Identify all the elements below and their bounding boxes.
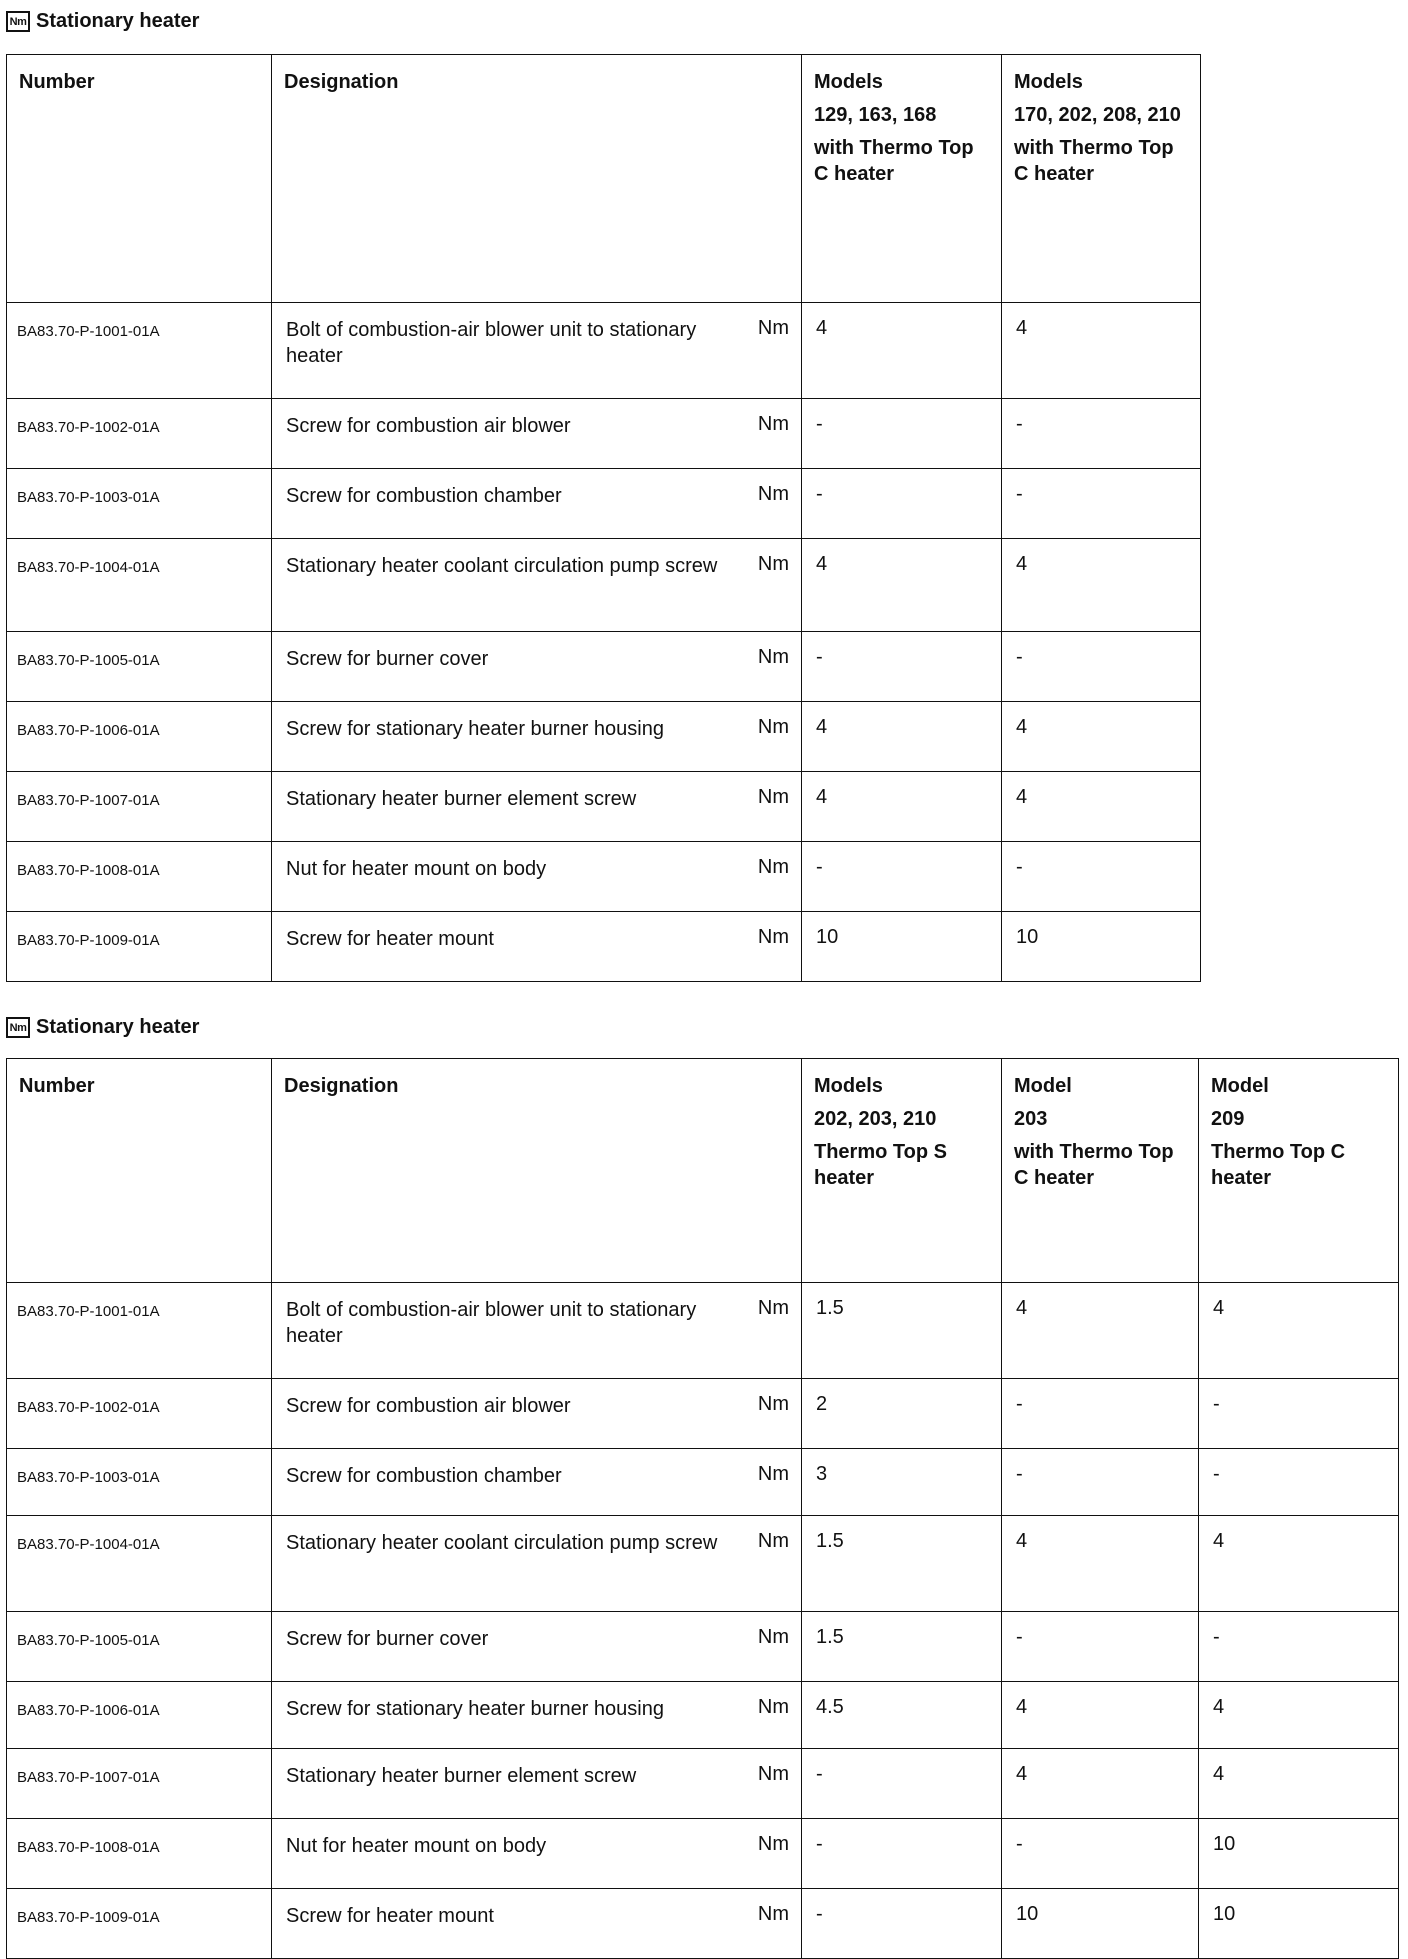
- row-torque-value: 1.5: [802, 1612, 1002, 1682]
- row-designation-cell: [272, 842, 802, 912]
- row-unit: Nm: [757, 1297, 789, 1319]
- row-torque-value: -: [802, 469, 1002, 539]
- model-variant: with Thermo Top C heater: [1014, 137, 1174, 185]
- row-torque-value: 3: [802, 1449, 1002, 1516]
- section-title-text: Stationary heater: [36, 1016, 200, 1038]
- row-designation-cell: [272, 772, 802, 842]
- model-heading: Model: [1211, 1075, 1269, 1097]
- table-body: [7, 303, 1201, 982]
- model-variant: with Thermo Top C heater: [814, 137, 974, 185]
- torque-nm-icon: Nm: [6, 1017, 30, 1038]
- row-torque-value: 4: [1002, 702, 1201, 772]
- row-number: BA83.70-P-1002-01A: [7, 1379, 272, 1449]
- row-unit: Nm: [757, 1626, 789, 1648]
- row-unit: Nm: [757, 1696, 789, 1718]
- row-unit: Nm: [757, 1393, 789, 1415]
- row-number: BA83.70-P-1003-01A: [7, 469, 272, 539]
- table-body: [7, 1283, 1399, 1959]
- model-heading: Models: [814, 1075, 883, 1097]
- row-number: BA83.70-P-1001-01A: [7, 303, 272, 399]
- row-designation: Stationary heater burner element screw: [286, 788, 637, 810]
- row-torque-value: 4: [802, 539, 1002, 632]
- row-torque-value: 4: [1199, 1682, 1399, 1749]
- row-designation: Screw for burner cover: [286, 1628, 489, 1650]
- table-row: [7, 912, 1201, 982]
- model-variant: Thermo Top S heater: [814, 1141, 947, 1189]
- row-unit: Nm: [757, 926, 789, 948]
- row-torque-value: -: [1002, 1819, 1199, 1889]
- row-designation-cell: [272, 702, 802, 772]
- row-torque-value: -: [1199, 1379, 1399, 1449]
- row-designation: Screw for combustion chamber: [286, 1465, 562, 1487]
- row-torque-value: -: [1002, 469, 1201, 539]
- row-unit: Nm: [757, 1903, 789, 1925]
- row-unit: Nm: [757, 1833, 789, 1855]
- row-torque-value: 4: [1002, 1682, 1199, 1749]
- row-unit: Nm: [757, 317, 789, 339]
- header-number: Number: [7, 1059, 272, 1283]
- row-designation-cell: [272, 1379, 802, 1449]
- row-designation-cell: [272, 1449, 802, 1516]
- table-row: [7, 1889, 1399, 1959]
- row-torque-value: 4: [802, 303, 1002, 399]
- table-row: [7, 303, 1201, 399]
- row-torque-value: 4: [802, 772, 1002, 842]
- row-torque-value: -: [1199, 1612, 1399, 1682]
- table-row: [7, 1819, 1399, 1889]
- model-heading: Models: [814, 71, 883, 93]
- row-torque-value: 4: [1199, 1516, 1399, 1612]
- row-number: BA83.70-P-1006-01A: [7, 1682, 272, 1749]
- row-torque-value: 4: [1199, 1749, 1399, 1819]
- model-variant: Thermo Top C heater: [1211, 1141, 1346, 1189]
- model-heading: Models: [1014, 71, 1083, 93]
- row-torque-value: 1.5: [802, 1283, 1002, 1379]
- table-row: [7, 1449, 1399, 1516]
- row-unit: Nm: [757, 716, 789, 738]
- row-designation-cell: [272, 1819, 802, 1889]
- row-torque-value: 4: [1002, 772, 1201, 842]
- row-number: BA83.70-P-1008-01A: [7, 1819, 272, 1889]
- row-torque-value: 10: [1199, 1889, 1399, 1959]
- row-designation-cell: [272, 303, 802, 399]
- row-designation: Screw for heater mount: [286, 928, 494, 950]
- row-torque-value: -: [1002, 842, 1201, 912]
- row-unit: Nm: [757, 786, 789, 808]
- row-torque-value: 10: [802, 912, 1002, 982]
- header-model-column: [802, 1059, 1002, 1283]
- table-row: [7, 842, 1201, 912]
- row-number: BA83.70-P-1004-01A: [7, 539, 272, 632]
- row-unit: Nm: [757, 1763, 789, 1785]
- row-designation: Nut for heater mount on body: [286, 858, 547, 880]
- torque-nm-icon: Nm: [6, 11, 30, 32]
- row-number: BA83.70-P-1009-01A: [7, 1889, 272, 1959]
- table-row: [7, 1749, 1399, 1819]
- table-row: [7, 1682, 1399, 1749]
- row-number: BA83.70-P-1007-01A: [7, 772, 272, 842]
- table-header-row: [7, 1059, 1399, 1283]
- row-number: BA83.70-P-1006-01A: [7, 702, 272, 772]
- row-unit: Nm: [757, 1530, 789, 1552]
- model-variant: with Thermo Top C heater: [1014, 1141, 1174, 1189]
- row-torque-value: -: [1002, 1612, 1199, 1682]
- row-torque-value: 10: [1199, 1819, 1399, 1889]
- row-torque-value: 1.5: [802, 1516, 1002, 1612]
- row-torque-value: 2: [802, 1379, 1002, 1449]
- row-unit: Nm: [757, 1463, 789, 1485]
- row-torque-value: -: [1002, 399, 1201, 469]
- row-designation-cell: [272, 1283, 802, 1379]
- section-title-text: Stationary heater: [36, 10, 200, 32]
- row-designation: Nut for heater mount on body: [286, 1835, 547, 1857]
- row-torque-value: 4: [1002, 539, 1201, 632]
- header-model-column: [1002, 55, 1201, 303]
- row-torque-value: -: [802, 1749, 1002, 1819]
- row-number: BA83.70-P-1003-01A: [7, 1449, 272, 1516]
- row-torque-value: -: [802, 1889, 1002, 1959]
- row-number: BA83.70-P-1007-01A: [7, 1749, 272, 1819]
- row-number: BA83.70-P-1005-01A: [7, 1612, 272, 1682]
- table-row: [7, 632, 1201, 702]
- row-designation-cell: [272, 632, 802, 702]
- table-row: [7, 1516, 1399, 1612]
- row-torque-value: 4.5: [802, 1682, 1002, 1749]
- row-torque-value: 4: [1002, 303, 1201, 399]
- header-number: Number: [7, 55, 272, 303]
- row-torque-value: 4: [1002, 1749, 1199, 1819]
- model-numbers: 170, 202, 208, 210: [1014, 104, 1181, 126]
- model-numbers: 202, 203, 210: [814, 1108, 937, 1130]
- row-torque-value: -: [1002, 632, 1201, 702]
- table-row: [7, 469, 1201, 539]
- row-number: BA83.70-P-1004-01A: [7, 1516, 272, 1612]
- table-header-row: [7, 55, 1201, 303]
- header-model-column: [802, 55, 1002, 303]
- row-torque-value: -: [1002, 1449, 1199, 1516]
- row-designation: Screw for burner cover: [286, 648, 489, 670]
- row-designation-cell: [272, 539, 802, 632]
- row-designation: Screw for heater mount: [286, 1905, 494, 1927]
- torque-table-1: [6, 54, 1201, 982]
- row-unit: Nm: [757, 553, 789, 575]
- row-designation: Bolt of combustion-air blower unit to stationary heater: [286, 319, 697, 367]
- model-heading: Model: [1014, 1075, 1072, 1097]
- row-designation: Screw for combustion air blower: [286, 415, 571, 437]
- section-1-title: [6, 10, 199, 33]
- row-designation: Screw for stationary heater burner housing: [286, 1698, 664, 1720]
- row-torque-value: -: [802, 632, 1002, 702]
- row-number: BA83.70-P-1009-01A: [7, 912, 272, 982]
- row-designation: Screw for combustion chamber: [286, 485, 562, 507]
- row-torque-value: -: [802, 399, 1002, 469]
- row-designation: Stationary heater coolant circulation pump screw: [286, 555, 718, 577]
- row-number: BA83.70-P-1001-01A: [7, 1283, 272, 1379]
- row-number: BA83.70-P-1008-01A: [7, 842, 272, 912]
- row-designation-cell: [272, 1516, 802, 1612]
- table-row: [7, 539, 1201, 632]
- model-numbers: 209: [1211, 1108, 1245, 1130]
- row-designation-cell: [272, 1749, 802, 1819]
- row-number: BA83.70-P-1005-01A: [7, 632, 272, 702]
- row-torque-value: -: [802, 1819, 1002, 1889]
- table-row: [7, 702, 1201, 772]
- row-designation: Stationary heater burner element screw: [286, 1765, 637, 1787]
- row-unit: Nm: [757, 856, 789, 878]
- row-designation: Screw for combustion air blower: [286, 1395, 571, 1417]
- row-torque-value: 4: [1002, 1516, 1199, 1612]
- row-designation: Screw for stationary heater burner housing: [286, 718, 664, 740]
- row-designation-cell: [272, 399, 802, 469]
- section-2-title: [6, 1016, 199, 1039]
- row-torque-value: 10: [1002, 1889, 1199, 1959]
- row-designation-cell: [272, 1612, 802, 1682]
- row-unit: Nm: [757, 646, 789, 668]
- table-row: [7, 1283, 1399, 1379]
- model-numbers: 129, 163, 168: [814, 104, 937, 126]
- row-number: BA83.70-P-1002-01A: [7, 399, 272, 469]
- header-model-column: [1002, 1059, 1199, 1283]
- torque-table-2: [6, 1058, 1399, 1959]
- row-unit: Nm: [757, 483, 789, 505]
- row-torque-value: 10: [1002, 912, 1201, 982]
- row-designation-cell: [272, 469, 802, 539]
- row-torque-value: 4: [1199, 1283, 1399, 1379]
- model-numbers: 203: [1014, 1108, 1048, 1130]
- row-torque-value: -: [1002, 1379, 1199, 1449]
- table-row: [7, 1379, 1399, 1449]
- row-designation-cell: [272, 1889, 802, 1959]
- table-row: [7, 399, 1201, 469]
- header-designation: Designation: [272, 1059, 802, 1283]
- row-designation-cell: [272, 912, 802, 982]
- header-designation: Designation: [272, 55, 802, 303]
- table-row: [7, 1612, 1399, 1682]
- row-torque-value: -: [1199, 1449, 1399, 1516]
- row-designation: Bolt of combustion-air blower unit to stationary heater: [286, 1299, 697, 1347]
- row-torque-value: -: [802, 842, 1002, 912]
- row-torque-value: 4: [802, 702, 1002, 772]
- table-row: [7, 772, 1201, 842]
- row-unit: Nm: [757, 413, 789, 435]
- row-torque-value: 4: [1002, 1283, 1199, 1379]
- row-designation-cell: [272, 1682, 802, 1749]
- header-model-column: [1199, 1059, 1399, 1283]
- row-designation: Stationary heater coolant circulation pump screw: [286, 1532, 718, 1554]
